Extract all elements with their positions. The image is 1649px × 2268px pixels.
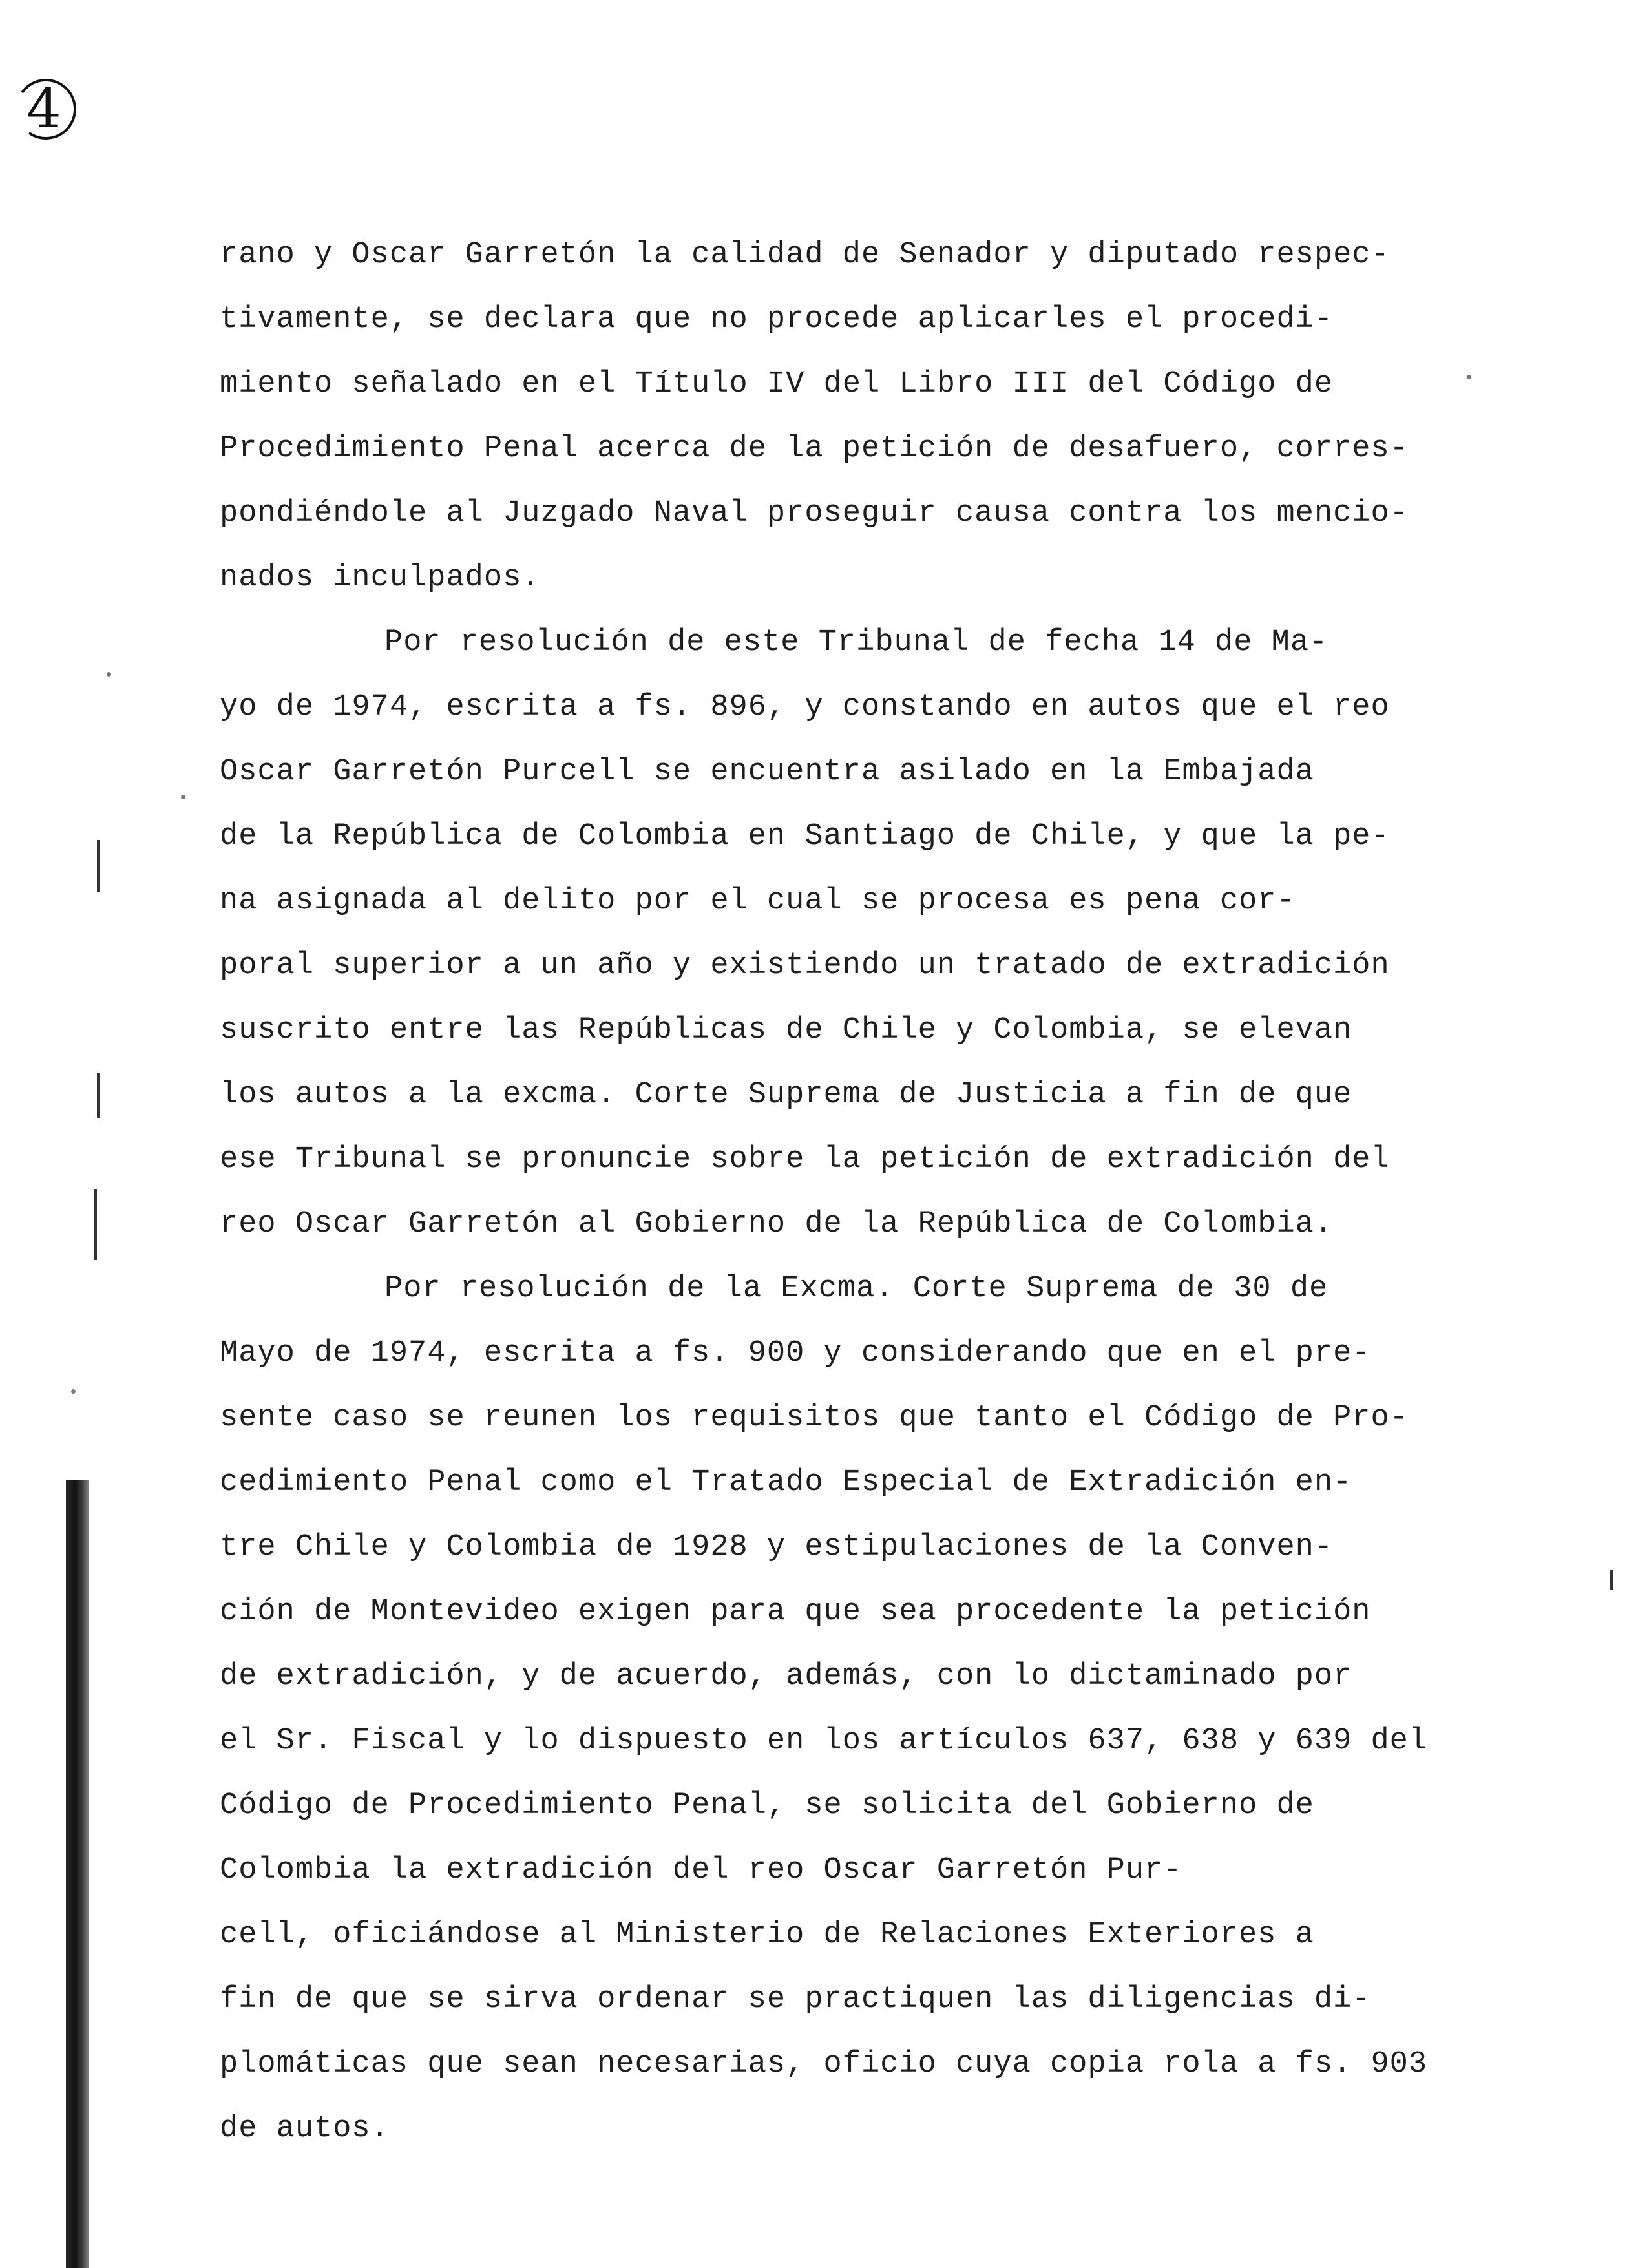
- text-line: poral superior a un año y existiendo un tratado de extradición: [220, 949, 1390, 983]
- text-line: Oscar Garretón Purcell se encuentra asilado en la Embajada: [220, 755, 1314, 789]
- text-line: Procedimiento Penal acerca de la petición de desafuero, corres-: [220, 432, 1409, 466]
- circle-mark-icon: [11, 74, 81, 145]
- text-line: los autos a la excma. Corte Suprema de Justicia a fin de que: [220, 1078, 1352, 1112]
- text-line: reo Oscar Garretón al Gobierno de la República de Colombia.: [220, 1207, 1334, 1241]
- text-line: cell, oficiándose al Ministerio de Relaciones Exteriores a: [220, 1918, 1314, 1952]
- text-line: tre Chile y Colombia de 1928 y estipulaciones de la Conven-: [220, 1530, 1334, 1564]
- scan-speck: [107, 672, 111, 677]
- text-line: de autos.: [220, 2112, 390, 2146]
- page-number-text: 4: [26, 77, 61, 140]
- binding-edge-shadow: [66, 1480, 89, 2268]
- text-line: nados inculpados.: [220, 561, 541, 595]
- text-line: na asignada al delito por el cual se procesa es pena cor-: [220, 884, 1296, 918]
- scan-speck: [181, 795, 185, 799]
- text-line: Código de Procedimiento Penal, se solicita del Gobierno de: [220, 1789, 1314, 1823]
- text-line: tivamente, se declara que no procede aplicarles el procedi-: [220, 302, 1334, 337]
- text-line: cedimiento Penal como el Tratado Especial de Extradición en-: [220, 1465, 1352, 1500]
- text-line: ción de Montevideo exigen para que sea procedente la petición: [220, 1595, 1371, 1629]
- scan-mark: [97, 840, 100, 892]
- scan-mark: [1610, 1570, 1613, 1590]
- handwritten-page-number: [12, 76, 76, 141]
- text-line: sente caso se reunen los requisitos que tanto el Código de Pro-: [220, 1401, 1409, 1435]
- scan-speck: [71, 1389, 76, 1394]
- paragraph-first-line: Por resolución de la Excma. Corte Suprema de 30 de: [384, 1272, 1329, 1306]
- text-line: plomáticas que sean necesarias, oficio cuya copia rola a fs. 903: [220, 2047, 1428, 2081]
- text-line: ese Tribunal se pronuncie sobre la petición de extradición del: [220, 1142, 1390, 1177]
- text-line: el Sr. Fiscal y lo dispuesto en los artículos 637, 638 y 639 del: [220, 1724, 1428, 1758]
- text-line: de extradición, y de acuerdo, además, con lo dictaminado por: [220, 1659, 1352, 1694]
- scan-mark: [97, 1073, 100, 1118]
- text-line: Mayo de 1974, escrita a fs. 900 y considerando que en el pre-: [220, 1336, 1371, 1370]
- scan-mark: [94, 1189, 97, 1260]
- scan-speck: [1467, 375, 1471, 379]
- text-line: suscrito entre las Repúblicas de Chile y Colombia, se elevan: [220, 1013, 1352, 1047]
- text-line: de la República de Colombia en Santiago de Chile, y que la pe-: [220, 819, 1390, 854]
- text-line: rano y Oscar Garretón la calidad de Senador y diputado respec-: [220, 238, 1390, 272]
- text-line: yo de 1974, escrita a fs. 896, y constando en autos que el reo: [220, 690, 1390, 724]
- text-line: pondiéndole al Juzgado Naval proseguir causa contra los mencio-: [220, 496, 1409, 530]
- paragraph-first-line: Por resolución de este Tribunal de fecha 14 de Ma-: [384, 625, 1329, 660]
- text-line: miento señalado en el Título IV del Libro III del Código de: [220, 367, 1334, 401]
- text-line: Colombia la extradición del reo Oscar Garretón Pur-: [220, 1853, 1182, 1887]
- text-line: fin de que se sirva ordenar se practiquen las diligencias di-: [220, 1982, 1371, 2017]
